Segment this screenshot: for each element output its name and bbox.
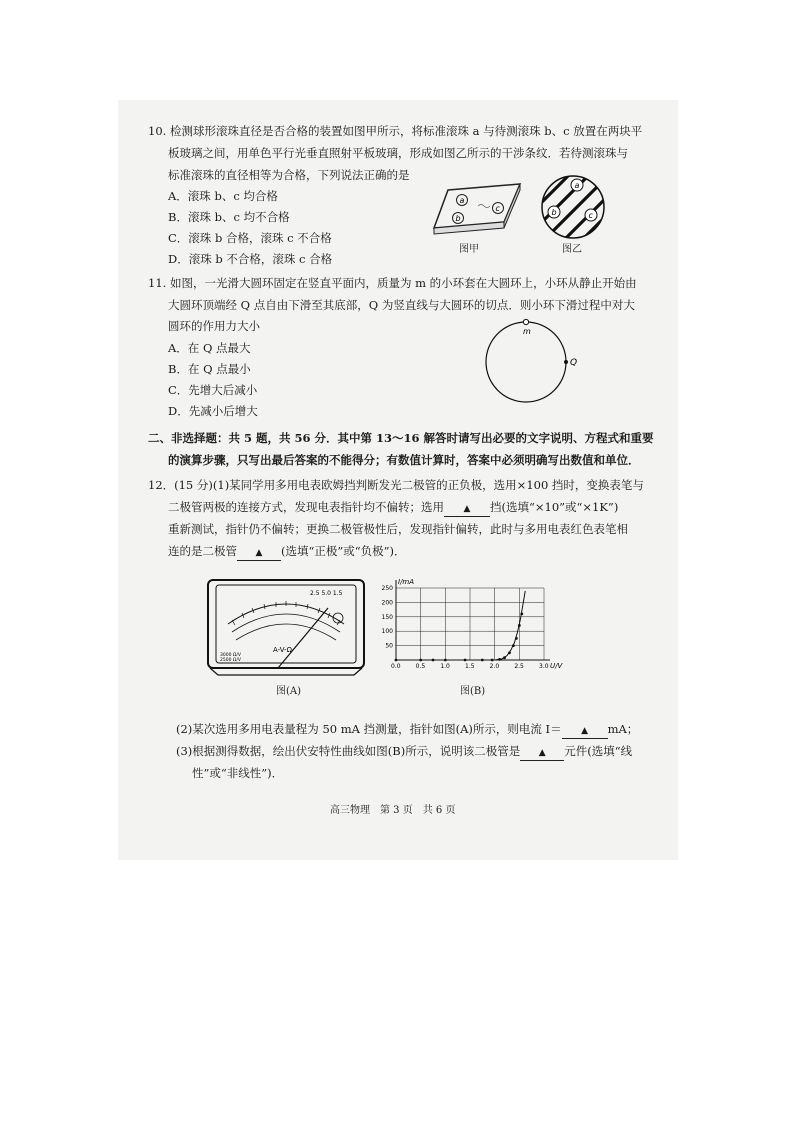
chart-grid: [396, 588, 544, 660]
svg-text:b: b: [551, 208, 557, 217]
q10-figure-jia: [428, 176, 528, 238]
x-tick-label: 0.0: [391, 663, 401, 670]
data-point: [518, 624, 521, 627]
q11-line1: 11. 如图，一光滑大圆环固定在竖直平面内，质量为 m 的小环套在大圆环上，小环从静止开始由: [148, 276, 637, 290]
x-tick-label: 3.0: [539, 663, 549, 670]
q10-figure-yi: [540, 174, 606, 240]
data-point: [444, 659, 447, 662]
data-point: [491, 659, 494, 662]
data-point: [508, 651, 511, 654]
data-point: [515, 637, 518, 640]
chart-ylabel: I/mA: [398, 578, 415, 586]
q11-option-a: A．在 Q 点最大: [168, 341, 251, 355]
ball-a-label: a: [459, 196, 465, 205]
ball-c-label: c: [495, 204, 500, 213]
q10-line2: 板玻璃之间，用单色平行光垂直照射平板玻璃，形成如图乙所示的干涉条纹．若待测滚珠与: [168, 146, 628, 160]
q12-line4: 连的是二极管 ▲ (选填“正极”或“负极”)．: [168, 544, 406, 561]
chart-data-points: [395, 613, 524, 662]
data-point: [503, 656, 506, 659]
data-point: [512, 644, 515, 647]
blank-current[interactable]: ▲: [562, 724, 608, 739]
q11-line3: 圆环的作用力大小: [168, 319, 260, 333]
x-tick-label: 0.5: [415, 663, 426, 670]
q11-option-d: D．先减小后增大: [168, 404, 258, 418]
y-tick-label: 200: [381, 599, 393, 607]
figA-caption: 图(A): [276, 686, 302, 697]
q11-ring-diagram: [484, 316, 588, 428]
q11-option-b: B．在 Q 点最小: [168, 362, 251, 376]
y-tick-label: 50: [385, 642, 393, 650]
data-point: [520, 613, 523, 616]
section2-line1: 二、非选择题：共 5 题，共 56 分．其中第 13～16 解答时请写出必要的文字说明、方程式和重要: [148, 431, 654, 445]
data-point: [432, 659, 435, 662]
q10-option-b: B．滚珠 b、c 均不合格: [168, 210, 290, 224]
q12-line3: 重新测试，指针仍不偏转；更换二极管极性后，发现指针偏转，此时与多用电表红色表笔相: [168, 522, 628, 536]
figB-caption: 图(B): [460, 686, 486, 697]
q10-line3: 标准滚珠的直径相等为合格，下列说法正确的是: [168, 168, 410, 182]
meter-needle: [278, 608, 328, 668]
q10-line1: 10. 检测球形滚珠直径是否合格的装置如图甲所示，将标准滚珠 a 与待测滚珠 b、c 放置在两块平: [148, 124, 643, 138]
point-Q: [564, 360, 568, 364]
q10-fig1-caption: 图甲: [459, 244, 479, 255]
chart-axes: [396, 580, 550, 660]
blank-range[interactable]: ▲: [444, 502, 490, 517]
x-tick-label: 1.0: [440, 663, 450, 670]
svg-text:c: c: [588, 211, 593, 220]
q12-part3: (3)根据测得数据，绘出伏安特性曲线如图(B)所示，说明该二极管是 ▲ 元件(选填“线: [176, 744, 632, 761]
label-m: m: [523, 327, 531, 336]
q10-option-a: A．滚珠 b、c 均合格: [168, 189, 278, 203]
q12-line1: 12．(15 分)(1)某同学用多用电表欧姆挡判断发光二极管的正负极，选用×100 挡时，变换表笔与: [148, 478, 644, 492]
q10-fig2-caption: 图乙: [562, 244, 582, 255]
meter-top-right-label: 2.5 5.0 1.5: [310, 590, 343, 597]
iv-curve-chart: [374, 572, 574, 672]
small-ring-m: [523, 319, 528, 324]
chart-series-curve: [396, 591, 525, 660]
data-point: [481, 659, 484, 662]
blank-linearity[interactable]: ▲: [520, 746, 564, 761]
label-Q: Q: [570, 358, 578, 368]
ball-b-label: b: [455, 214, 461, 223]
meter-ohm-values: 3000 Ω/V 2500 Ω/V: [220, 653, 241, 663]
x-tick-label: 1.5: [465, 663, 475, 670]
y-tick-label: 100: [381, 628, 393, 636]
y-tick-label: 150: [381, 613, 393, 621]
data-point: [498, 658, 501, 661]
x-tick-label: 2.0: [489, 663, 500, 670]
meter-center-label: A-V-Ω: [273, 646, 293, 654]
q11-option-c: C．先增大后减小: [168, 383, 258, 397]
svg-text:a: a: [574, 181, 580, 190]
blank-polarity[interactable]: ▲: [237, 546, 281, 561]
multimeter-figure: [206, 578, 366, 678]
x-tick-label: 2.5: [514, 663, 524, 670]
data-point: [419, 659, 422, 662]
data-point: [395, 659, 398, 662]
q12-part2: (2)某次选用多用电表量程为 50 mA 挡测量，指针如图(A)所示，则电流 I＝ ▲ mA；: [176, 722, 638, 739]
q10-option-c: C．滚珠 b 合格，滚珠 c 不合格: [168, 231, 332, 245]
q11-line2: 大圆环顶端经 Q 点自由下滑至其底部，Q 为竖直线与大圆环的切点．则小环下滑过程中对大: [168, 298, 635, 312]
page-footer: 高三物理 第 3 页 共 6 页: [330, 805, 456, 816]
data-point: [464, 659, 467, 662]
q12-line2: 二极管两极的连接方式，发现电表指针均不偏转；选用 ▲ 挡(选填“×10”或“×1K”): [168, 500, 618, 517]
q10-option-d: D．滚珠 b 不合格，滚珠 c 合格: [168, 252, 333, 266]
y-tick-label: 250: [381, 585, 393, 592]
q12-part3-cont: 性”或“非线性”)．: [192, 766, 284, 780]
section2-line2: 的演算步骤，只写出最后答案的不能得分；有数值计算时，答案中必须明确写出数值和单位．: [168, 453, 640, 467]
chart-xlabel: U/V: [550, 662, 563, 670]
